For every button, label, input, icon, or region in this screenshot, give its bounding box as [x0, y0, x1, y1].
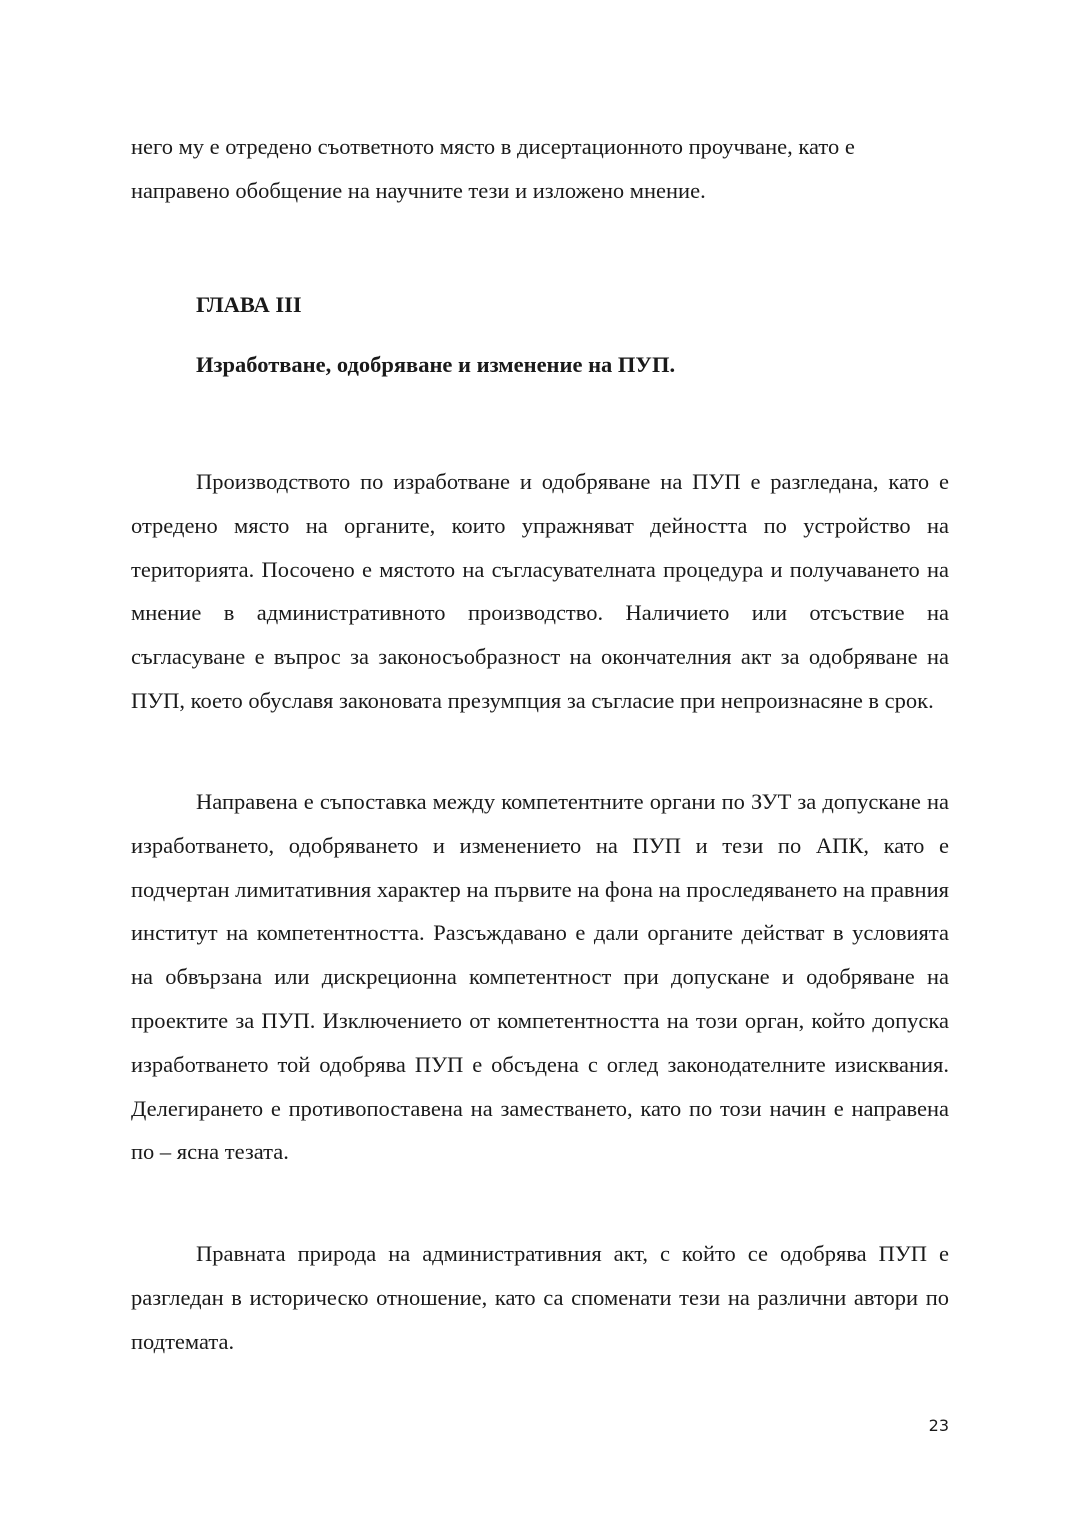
body-paragraph-1: Производството по изработване и одобряване на ПУП е разгледана, като е отредено място на органите, които упражняват дейността по устройство на територията. Посочено е мястото на съгласувателната процедура и получаването на мнение в административното производство. Наличието или отсъствие на съгласуване е въпрос за законосъобразност на окончателния акт за одобряване на ПУП, което обуславя законовата презумпция за съгласие при непроизнасяне в срок.: [131, 469, 949, 713]
body-paragraph-3: Правната природа на административния акт, с който се одобрява ПУП е разгледан в историческо отношение, като са споменати тези на различни автори по подтемата.: [131, 1241, 949, 1354]
body-paragraph-2: Направена е съпоставка между компетентните органи по ЗУТ за допускане на изработването, одобряването и изменението на ПУП и тези по АПК, като е подчертан лимитативния характер на първите на фона на проследяването на правния институт на компетентността. Разсъждавано е дали органите действат в условията на обвързана или дискреционна компетентност при допускане и одобряване на проектите за ПУП. Изключението от компетентността на този орган, който допуска изработването той одобрява ПУП е обсъдена с оглед законодателните изисквания. Делегирането е противопоставена на заместването, като по този начин е направена по – ясна тезата.: [131, 789, 949, 1165]
chapter-label: ГЛАВА III: [196, 292, 302, 317]
page-number: 23: [928, 1416, 949, 1435]
intro-paragraph: него му е отредено съответното място в дисертационното проучване, като е направено обобщение на научните тези и изложено мнение.: [131, 134, 855, 203]
chapter-title: Изработване, одобряване и изменение на ПУП.: [196, 352, 676, 377]
